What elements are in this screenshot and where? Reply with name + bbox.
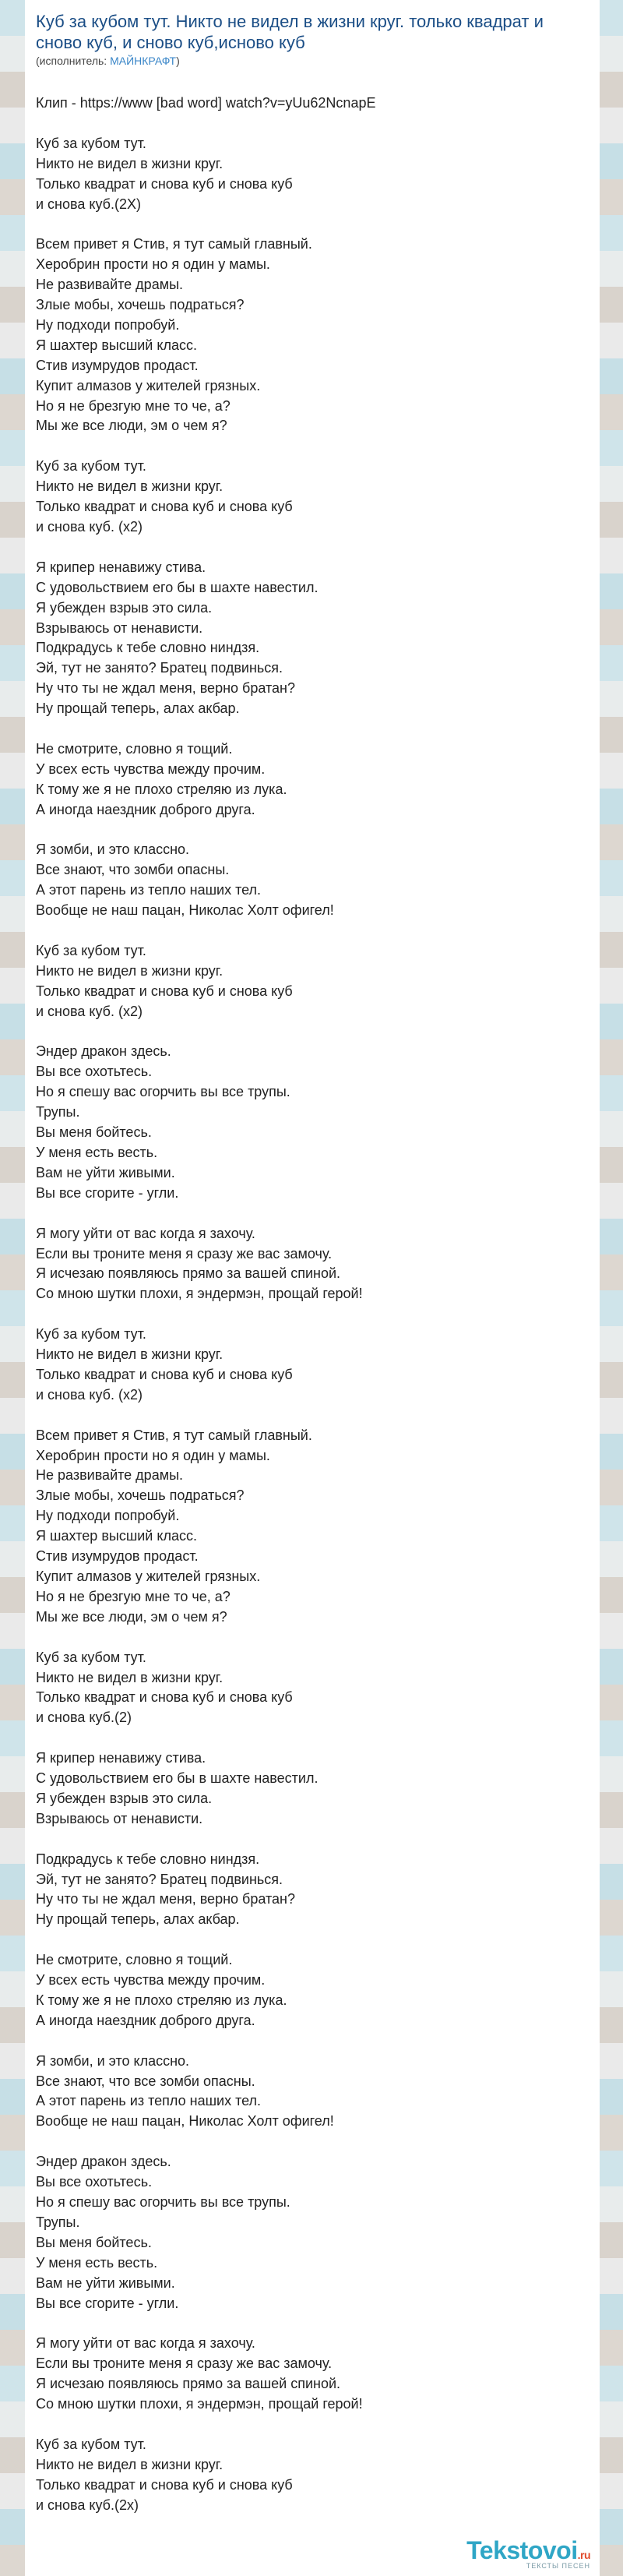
- lyric-line: Эй, тут не занято? Братец подвинься.: [36, 1871, 283, 1887]
- lyric-line: Вы меня бойтесь.: [36, 1124, 152, 1141]
- lyric-line: Вы меня бойтесь.: [36, 2234, 152, 2250]
- stanza-gap: [36, 1930, 589, 1950]
- lyric-line: Я зомби, и это классно.: [36, 2052, 190, 2069]
- stanza-gap: [36, 1304, 589, 1325]
- lyric-line: Ну прощай теперь, алах акбар.: [36, 700, 240, 717]
- lyric-line: Вы все охотьтесь.: [36, 1064, 153, 1080]
- lyric-line: Я могу уйти от вас когда я захочу.: [36, 1225, 255, 1241]
- lyric-line: А этот парень из тепло наших тел.: [36, 882, 262, 898]
- lyric-line: Вам не уйти живыми.: [36, 2274, 175, 2291]
- lyric-line: Со мною шутки плохи, я эндермэн, прощай герой!: [36, 2396, 363, 2412]
- lyric-line: К тому же я не плохо стреляю из лука.: [36, 1992, 287, 2008]
- lyric-line: Подкрадусь к тебе словно ниндзя.: [36, 1851, 260, 1867]
- lyric-line: Все знают, что все зомби опасны.: [36, 2073, 255, 2089]
- lyric-line: Если вы троните меня я сразу же вас замочу.: [36, 1245, 333, 1262]
- lyric-line: Никто не видел в жизни круг.: [36, 962, 224, 979]
- lyric-line: Ну что ты не ждал меня, верно братан?: [36, 1891, 295, 1907]
- stanza-gap: [36, 2031, 589, 2052]
- stanza-gap: [36, 1728, 589, 1749]
- lyric-line: Но я не брезгую мне то че, а?: [36, 397, 231, 414]
- lyric-line: Клип - https://www [bad word] watch?v=yUu62NcnapE: [36, 95, 376, 111]
- stanza-gap: [36, 1204, 589, 1224]
- lyric-line: Я крипер ненавижу стива.: [36, 1750, 206, 1766]
- artist-line: [36, 55, 589, 67]
- stanza-gap: [36, 436, 589, 457]
- stanza-gap: [36, 1406, 589, 1426]
- lyric-line: и снова куб. (x2): [36, 1386, 143, 1403]
- stanza-gap: [36, 114, 589, 134]
- lyric-line: Никто не видел в жизни круг.: [36, 478, 224, 495]
- lyric-line: Все знают, что зомби опасны.: [36, 862, 230, 878]
- lyric-line: Только квадрат и снова куб и снова куб: [36, 1366, 293, 1382]
- lyric-line: Я шахтер высший класс.: [36, 337, 197, 353]
- logo-brand-text: Tekstovoi: [466, 2536, 578, 2564]
- lyric-line: Злые мобы, хочешь подраться?: [36, 1487, 245, 1504]
- lyric-line: Никто не видел в жизни круг.: [36, 1346, 224, 1363]
- lyric-line: Херобрин прости но я один у мамы.: [36, 1447, 270, 1463]
- lyric-line: Взрываюсь от ненависти.: [36, 1810, 203, 1826]
- lyric-line: Взрываюсь от ненависти.: [36, 619, 203, 636]
- stanza-gap: [36, 2132, 589, 2152]
- lyric-line: Со мною шутки плохи, я эндермэн, прощай герой!: [36, 1286, 363, 1302]
- lyric-line: и снова куб. (x2): [36, 518, 143, 535]
- lyric-line: Я убежден взрыв это сила.: [36, 599, 213, 616]
- lyric-line: Ну что ты не ждал меня, верно братан?: [36, 680, 295, 697]
- lyric-line: Ну подходи попробуй.: [36, 1508, 180, 1524]
- lyric-line: Куб за кубом тут.: [36, 135, 146, 151]
- lyric-line: Подкрадусь к тебе словно ниндзя.: [36, 640, 260, 656]
- lyric-line: Я зомби, и это классно.: [36, 842, 190, 858]
- lyric-line: Только квадрат и снова куб и снова куб: [36, 983, 293, 999]
- lyric-line: Я крипер ненавижу стива.: [36, 559, 206, 575]
- lyric-line: Я шахтер высший класс.: [36, 1528, 197, 1544]
- lyric-line: Вообще не наш пацан, Николас Холт офигел!: [36, 2113, 334, 2130]
- lyric-line: С удовольствием его бы в шахте навестил.: [36, 1770, 319, 1787]
- lyric-line: Херобрин прости но я один у мамы.: [36, 256, 270, 273]
- logo-brand: [466, 2536, 590, 2565]
- lyric-line: Вы все сгорите - угли.: [36, 2295, 179, 2311]
- lyric-line: Только квадрат и снова куб и снова куб: [36, 2476, 293, 2493]
- lyric-line: А иногда наездник доброго друга.: [36, 801, 255, 817]
- lyric-line: Эй, тут не занято? Братец подвинься.: [36, 660, 283, 676]
- lyric-line: У меня есть весть.: [36, 1145, 158, 1160]
- lyric-line: Только квадрат и снова куб и снова куб: [36, 175, 293, 192]
- lyric-line: Если вы троните меня я сразу же вас замочу.: [36, 2355, 333, 2372]
- lyric-line: Не смотрите, словно я тощий.: [36, 740, 233, 757]
- lyric-line: Но я не брезгую мне то че, а?: [36, 1588, 231, 1604]
- lyric-line: Трупы.: [36, 2214, 80, 2230]
- lyric-line: Стив изумрудов продаст.: [36, 1548, 199, 1565]
- lyric-line: Куб за кубом тут.: [36, 458, 146, 475]
- lyric-line: Но я спешу вас огорчить вы все трупы.: [36, 1084, 290, 1100]
- logo-tld: .ru: [577, 2549, 590, 2561]
- lyric-line: и снова куб.(2): [36, 1710, 132, 1726]
- stanza-gap: [36, 921, 589, 941]
- artist-link[interactable]: МАЙНКРАФТ: [110, 55, 177, 67]
- stanza-gap: [36, 2415, 589, 2435]
- lyric-line: У меня есть весть.: [36, 2254, 158, 2271]
- stanza-gap: [36, 2313, 589, 2334]
- lyric-line: Вам не уйти живыми.: [36, 1164, 175, 1180]
- stanza-gap: [36, 538, 589, 558]
- lyric-line: Купит алмазов у жителей грязных.: [36, 377, 261, 393]
- stanza-gap: [36, 1022, 589, 1043]
- lyric-line: Куб за кубом тут.: [36, 2436, 146, 2452]
- lyric-line: Не развивайте драмы.: [36, 1467, 184, 1484]
- lyric-line: Эндер дракон здесь.: [36, 2154, 171, 2170]
- lyric-line: Только квадрат и снова куб и снова куб: [36, 1689, 293, 1706]
- lyric-line: Стив изумрудов продаст.: [36, 357, 199, 373]
- site-logo[interactable]: [466, 2536, 590, 2570]
- page-title: Куб за кубом тут. Никто не видел в жизни круг. только квадрат и сново куб, и сново куб,исново куб: [36, 12, 544, 52]
- lyric-line: Я убежден взрыв это сила.: [36, 1790, 213, 1806]
- lyric-line: Куб за кубом тут.: [36, 942, 146, 958]
- lyrics-card: [25, 0, 600, 2576]
- lyric-line: Куб за кубом тут.: [36, 1326, 146, 1343]
- lyric-line: С удовольствием его бы в шахте навестил.: [36, 579, 319, 595]
- artist-suffix: ): [176, 55, 180, 67]
- lyric-line: Никто не видел в жизни круг.: [36, 1669, 224, 1685]
- lyric-line: Ну подходи попробуй.: [36, 316, 180, 333]
- lyric-line: К тому же я не плохо стреляю из лука.: [36, 781, 287, 797]
- lyric-line: А этот парень из тепло наших тел.: [36, 2093, 262, 2109]
- lyric-line: Всем привет я Стив, я тут самый главный.: [36, 1427, 312, 1443]
- lyric-line: Я могу уйти от вас когда я захочу.: [36, 2335, 255, 2352]
- lyric-line: Никто не видел в жизни круг.: [36, 2456, 224, 2472]
- logo-tagline: ТЕКСТЫ ПЕСЕН: [526, 2562, 590, 2570]
- lyric-line: Трупы.: [36, 1104, 80, 1120]
- lyric-line: Купит алмазов у жителей грязных.: [36, 1568, 261, 1584]
- lyric-line: Но я спешу вас огорчить вы все трупы.: [36, 2193, 290, 2210]
- stanza-gap: [36, 1830, 589, 1850]
- lyric-line: Вы все сгорите - угли.: [36, 1184, 179, 1201]
- stanza-gap: [36, 214, 589, 235]
- lyric-line: Я исчезаю появляюсь прямо за вашей спиной.: [36, 2376, 341, 2392]
- lyric-line: А иногда наездник доброго друга.: [36, 2012, 255, 2028]
- lyric-line: Мы же все люди, эм о чем я?: [36, 1608, 227, 1625]
- lyric-line: Мы же все люди, эм о чем я?: [36, 418, 227, 434]
- lyric-line: и снова куб.(2Х): [36, 196, 141, 212]
- lyric-line: Вы все охотьтесь.: [36, 2174, 153, 2190]
- lyric-line: У всех есть чувства между прочим.: [36, 760, 266, 777]
- lyric-line: и снова куб.(2х): [36, 2497, 139, 2513]
- lyric-line: Не развивайте драмы.: [36, 277, 184, 293]
- lyric-line: Не смотрите, словно я тощий.: [36, 1952, 233, 1968]
- lyric-line: Я исчезаю появляюсь прямо за вашей спиной.: [36, 1265, 341, 1282]
- lyric-line: Эндер дракон здесь.: [36, 1043, 171, 1060]
- stanza-gap: [36, 1628, 589, 1648]
- stanza-gap: [36, 719, 589, 739]
- lyric-line: Вообще не наш пацан, Николас Холт офигел!: [36, 902, 334, 919]
- lyric-line: У всех есть чувства между прочим.: [36, 1972, 266, 1988]
- lyric-line: Никто не видел в жизни круг.: [36, 155, 224, 171]
- lyric-line: Ну прощай теперь, алах акбар.: [36, 1911, 240, 1928]
- lyric-line: Всем привет я Стив, я тут самый главный.: [36, 236, 312, 252]
- lyric-line: Куб за кубом тут.: [36, 1649, 146, 1665]
- lyrics-body: [36, 94, 589, 2515]
- stanza-gap: [36, 820, 589, 841]
- lyric-line: и снова куб. (x2): [36, 1003, 143, 1019]
- lyric-line: Только квадрат и снова куб и снова куб: [36, 499, 293, 515]
- artist-prefix: (исполнитель:: [36, 55, 111, 67]
- lyric-line: Злые мобы, хочешь подраться?: [36, 297, 245, 313]
